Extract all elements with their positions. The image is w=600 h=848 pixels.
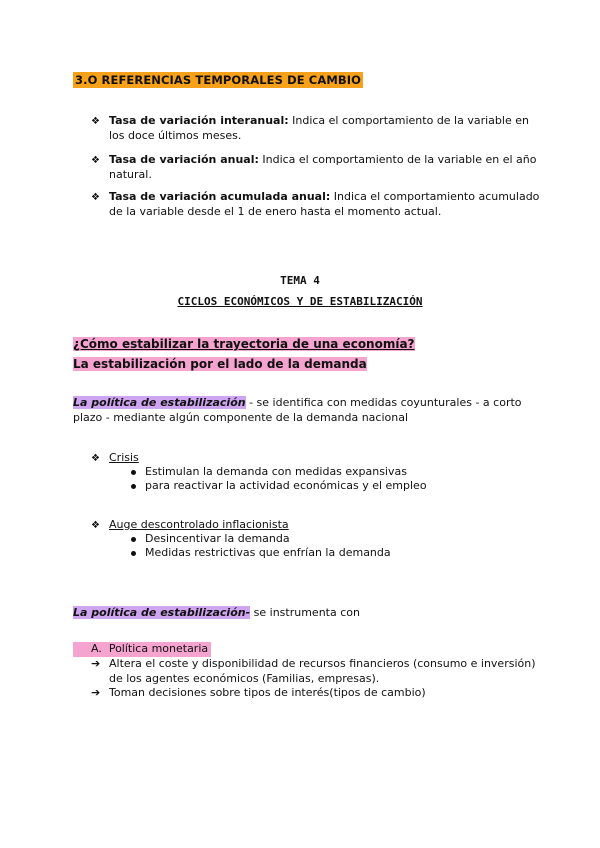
list-item: para reactivar la actividad económicas y el empleo xyxy=(145,479,427,492)
definition: Indica el comportamiento de la variable en xyxy=(288,114,529,127)
monetaria-label: Política monetaria xyxy=(108,642,209,655)
highlighted-term: La política de estabilización xyxy=(73,396,246,409)
term: Tasa de variación anual: xyxy=(109,153,259,166)
diamond-bullet-icon: ❖ xyxy=(91,116,100,127)
arrow-item-text: Altera el coste y disponibilidad de recursos financieros (consumo e inversión) xyxy=(109,657,536,670)
definition: Indica el comportamiento de la variable en el año xyxy=(258,153,537,166)
diamond-bullet-icon: ❖ xyxy=(91,453,100,464)
definition-cont: de la variable desde el 1 de enero hasta el momento actual. xyxy=(109,204,442,218)
paragraph xyxy=(73,396,522,425)
diamond-bullet-icon: ❖ xyxy=(91,192,100,203)
question-heading xyxy=(73,336,415,352)
paragraph xyxy=(73,606,360,621)
tema-number: TEMA 4 xyxy=(280,274,320,287)
list-marker: A. xyxy=(91,642,102,655)
list-item: Medidas restrictivas que enfrían la demanda xyxy=(145,546,391,559)
paragraph-text: se instrumenta con xyxy=(250,606,360,619)
question-line: ¿Cómo estabilizar la trayectoria de una economía? xyxy=(73,337,415,351)
paragraph-text-cont: plazo - mediante algún componente de la demanda nacional xyxy=(73,410,409,424)
subheading-line: La estabilización por el lado de la demanda xyxy=(73,357,367,371)
arrow-right-icon: ➔ xyxy=(91,686,101,699)
crisis-label: Crisis xyxy=(109,451,139,464)
list-item: Desincentivar la demanda xyxy=(145,532,290,545)
paragraph-text: - se identifica con medidas coyunturales - a corto xyxy=(245,396,522,409)
diamond-bullet-icon: ❖ xyxy=(91,155,100,166)
arrow-list-item: Toman decisiones sobre tipos de interés(tipos de cambio) xyxy=(109,686,426,699)
arrow-right-icon: ➔ xyxy=(91,657,101,670)
section-heading: 3.O REFERENCIAS TEMPORALES DE CAMBIO xyxy=(75,73,361,87)
tema-title: CICLOS ECONÓMICOS Y DE ESTABILIZACIÓN xyxy=(177,295,423,308)
definition-cont: los doce últimos meses. xyxy=(109,128,242,142)
subheading xyxy=(73,356,367,372)
term: Tasa de variación acumulada anual: xyxy=(109,190,331,203)
list-item xyxy=(109,190,539,219)
dot-bullet-icon xyxy=(131,470,136,475)
list-item xyxy=(109,153,536,182)
definition-cont: natural. xyxy=(109,167,152,181)
arrow-list-item xyxy=(109,657,536,686)
monetaria-heading xyxy=(73,642,211,657)
list-item: Estimulan la demanda con medidas expansivas xyxy=(145,465,407,478)
dot-bullet-icon xyxy=(131,484,136,489)
diamond-bullet-icon: ❖ xyxy=(91,520,100,531)
auge-label: Auge descontrolado inflacionista xyxy=(109,518,289,531)
dot-bullet-icon xyxy=(131,551,136,556)
arrow-item-text-cont: de los agentes económicos (Familias, empresas). xyxy=(109,671,380,685)
term: Tasa de variación interanual: xyxy=(109,114,289,127)
definition: Indica el comportamiento acumulado xyxy=(330,190,540,203)
list-item xyxy=(109,114,529,143)
dot-bullet-icon xyxy=(131,537,136,542)
highlighted-term: La política de estabilización- xyxy=(73,606,251,619)
